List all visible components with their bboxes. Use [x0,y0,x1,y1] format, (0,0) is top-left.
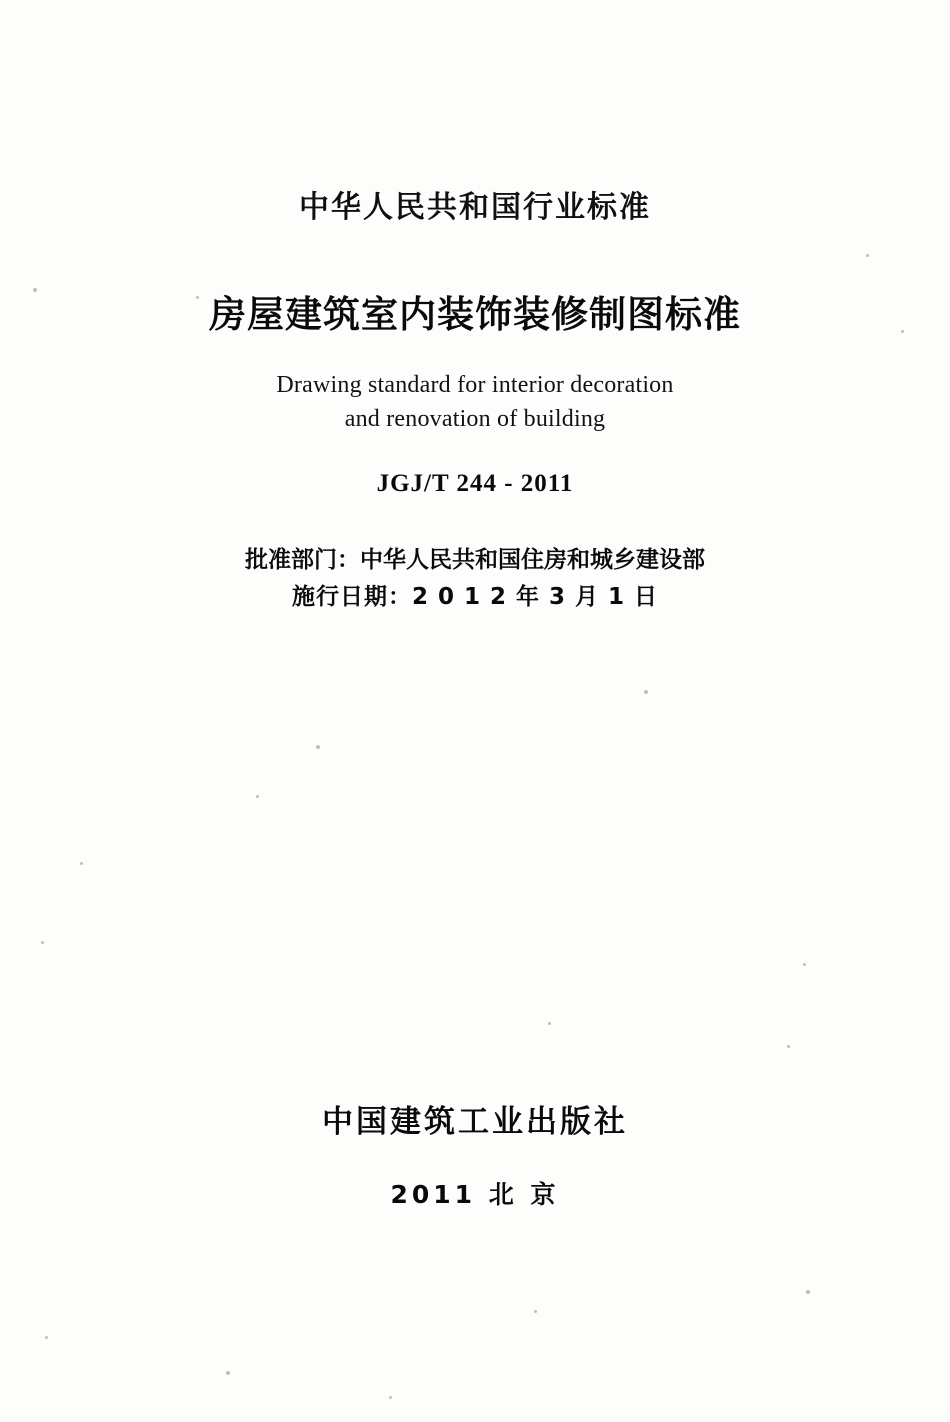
scan-speck [806,1290,810,1294]
scan-speck [534,1310,537,1313]
scan-speck [389,1396,392,1399]
scan-speck [803,963,806,966]
approval-block [0,542,950,617]
standard-series-heading: 中华人民共和国行业标准 [299,190,651,225]
page-title: 房屋建筑室内装饰装修制图标准 [209,293,741,336]
scan-speck [80,862,83,865]
approval-department: 批准部门：中华人民共和国住房和城乡建设部 [245,547,705,574]
title-page-content [0,0,950,617]
standard-code: JGJ/T 244 - 2011 [376,470,574,498]
scan-speck [787,1045,790,1048]
scan-speck [45,1336,48,1339]
scan-speck [548,1022,551,1025]
scan-speck [256,795,259,798]
scan-speck [41,941,44,944]
scan-speck [226,1371,230,1375]
imprint-year-city: 2011 北 京 [390,1180,560,1209]
english-title-line-1: Drawing standard for interior decoration [276,372,674,398]
english-title [0,368,950,436]
scan-speck [644,690,648,694]
publisher-name: 中国建筑工业出版社 [322,1104,628,1140]
english-title-line-2: and renovation of building [344,406,606,433]
scan-speck [316,745,320,749]
effective-date: 施行日期：2 0 1 2 年 3 月 1 日 [291,584,659,611]
